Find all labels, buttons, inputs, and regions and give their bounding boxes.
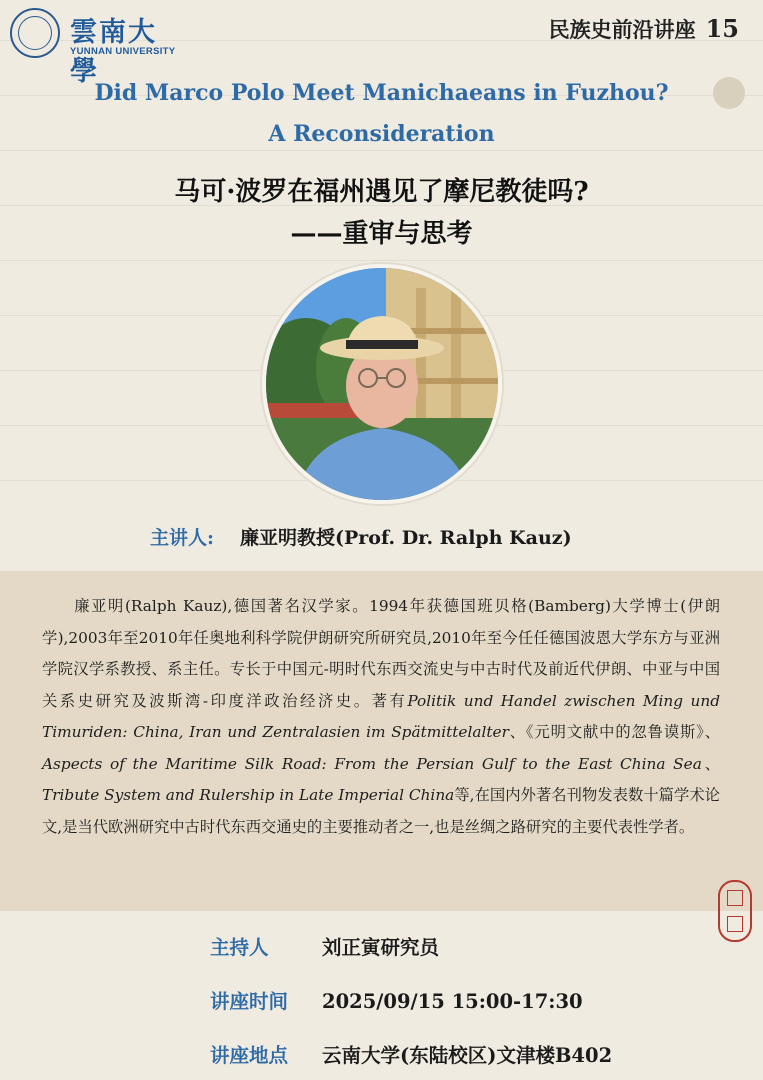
place-label: 讲座地点 <box>210 1044 289 1067</box>
host-value: 刘正寅研究员 <box>322 936 440 959</box>
speaker-label: 主讲人: <box>150 527 215 549</box>
title-chinese-line1: 马可·波罗在福州遇见了摩尼教徒吗? <box>174 177 589 207</box>
speaker-name: 廉亚明教授(Prof. Dr. Ralph Kauz) <box>240 527 572 549</box>
university-seal-icon <box>10 8 60 58</box>
bio-intro: 廉亚明(Ralph Kauz),德国著名汉学家。1994年获德国班贝格(Bamberg)大学博士(伊朗学),2003年至2010年任奥地利科学院伊朗研究所研究员,2010年至今任任德国波恩大学东方与亚洲学院汉学系教授、系主任。专长于中国元-明时代东西交流史与中古时代及前近代伊朗、中亚与中国关系史研究及波斯湾-印度洋政治经济史。著有 <box>42 597 720 710</box>
time-value: 2025/09/15 15:00-17:30 <box>322 990 583 1013</box>
bio-work-1: Politik und Handel zwischen Ming und Timuriden: China, Iran und Zentralasien im Spätmittelalter <box>42 691 721 741</box>
title-chinese-line2: ——重审与思考 <box>290 219 473 249</box>
logo-chinese-name: 雲南大學 <box>70 17 157 87</box>
title-english-line1: Did Marco Polo Meet Manichaeans in Fuzhou? <box>94 80 669 106</box>
place-row <box>210 1040 612 1068</box>
bio-separator-2: 、 <box>701 754 720 773</box>
title-english-line2: A Reconsideration <box>268 121 495 147</box>
logo-english-name: YUNNAN UNIVERSITY <box>70 46 176 57</box>
university-logo <box>10 8 180 87</box>
bio-closing: 等,在国内外著名刊物发表数十篇学术论文,是当代欧洲研究中古时代东西交通史的主要推动者之一,也是丝绸之路研究的主要代表性学者。 <box>42 786 720 836</box>
speaker-line <box>150 523 572 550</box>
bio-work-3: Tribute System and Rulership in Late Imperial China <box>42 786 455 804</box>
speaker-portrait <box>262 264 502 504</box>
lecture-series <box>549 14 739 44</box>
place-value: 云南大学(东陆校区)文津楼B402 <box>322 1044 613 1067</box>
speaker-biography <box>42 591 720 843</box>
time-row <box>210 986 583 1014</box>
series-title: 民族史前沿讲座 <box>548 17 696 42</box>
host-row <box>210 932 439 960</box>
red-seal-stamp-icon <box>718 880 752 942</box>
series-number: 15 <box>705 14 739 43</box>
bio-work-2: Aspects of the Maritime Silk Road: From the Persian Gulf to the East China Sea <box>42 754 702 773</box>
time-label: 讲座时间 <box>210 990 289 1013</box>
host-label: 主持人 <box>210 936 269 959</box>
bio-separator-1: 、《元明文献中的忽鲁谟斯》、 <box>508 723 721 741</box>
